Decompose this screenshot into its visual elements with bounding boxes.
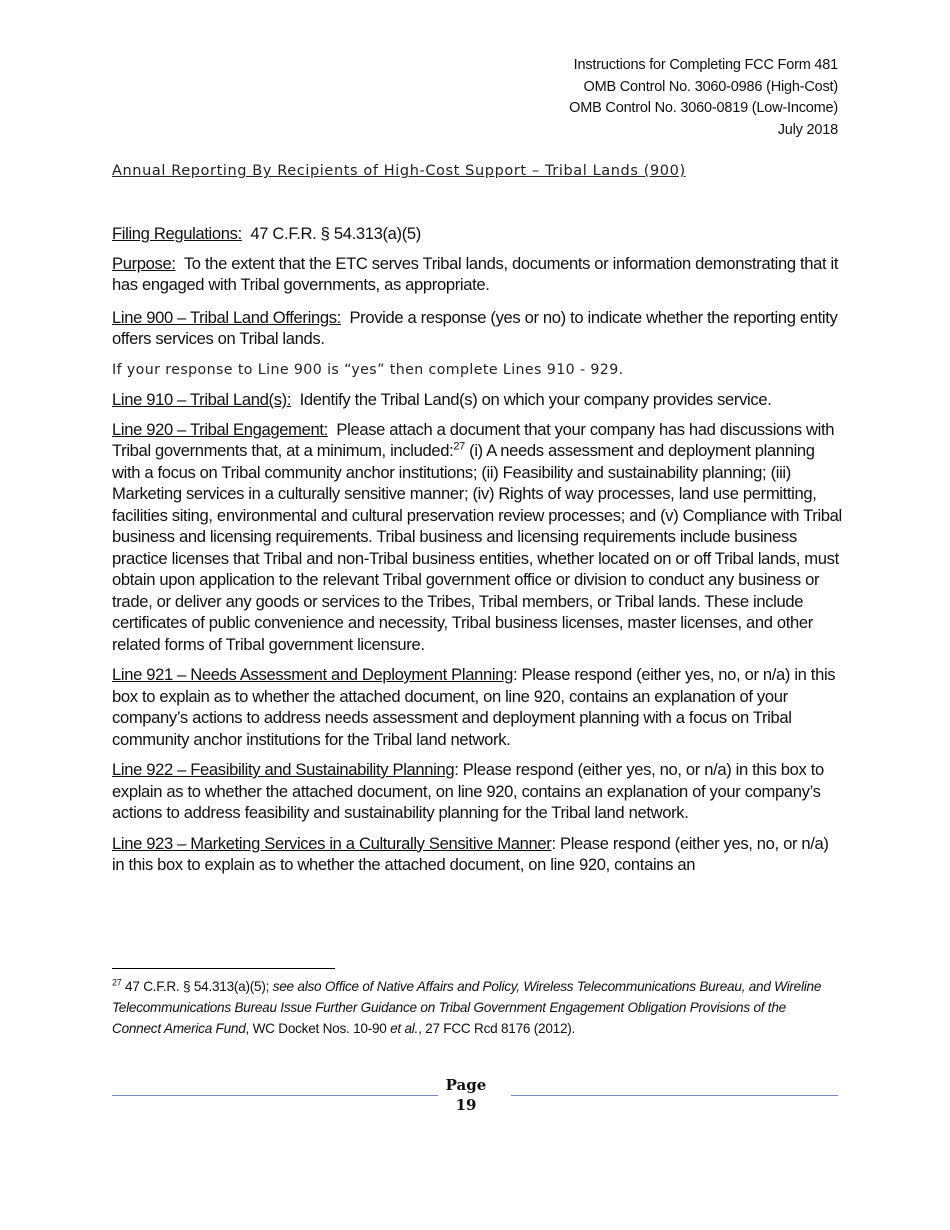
page-number-value: 19 bbox=[455, 1096, 477, 1114]
document-header bbox=[569, 55, 838, 141]
footnote-italic-title: see also Office of Native Affairs and Policy, Wireless Telecommunications Bureau, and Wireline Telecommunications Bureau Issue Further Guidance on Tribal Government Engagement Obligation Provisions of the Connect America Fund bbox=[112, 979, 822, 1036]
line-923-text: : Please respond (either yes, no, or n/a) in this box to explain as to whether the attached document, on line 920, contains an bbox=[112, 833, 829, 874]
purpose-text: To the extent that the ETC serves Tribal lands, documents or information demonstrating that it has engaged with Tribal governments, as appropriate. bbox=[112, 253, 839, 294]
line-920-text-before: Please attach a document that your company has had discussions with Tribal governments that, at a minimum, included: bbox=[112, 419, 835, 460]
filing-text: 47 C.F.R. § 54.313(a)(5) bbox=[250, 224, 421, 243]
line-920-label: Line 920 – Tribal Engagement: bbox=[112, 419, 328, 439]
header-omb-low-income: OMB Control No. 3060-0819 (Low-Income) bbox=[569, 100, 838, 116]
instruction bbox=[112, 358, 842, 382]
header-date: July 2018 bbox=[777, 121, 838, 138]
line-922 bbox=[112, 759, 842, 824]
line-900 bbox=[112, 307, 842, 350]
line-910-text: Identify the Tribal Land(s) on which your company provides service. bbox=[299, 390, 772, 409]
footnote-number: 27 bbox=[112, 977, 122, 988]
line-923 bbox=[112, 833, 842, 876]
page-label: Page bbox=[445, 1076, 487, 1094]
line-922-text: : Please respond (either yes, no, or n/a) in this box to explain as to whether the attached document, on line 920, contains an explanation of your company’s actions to address feasibility and sustainability planning for the Tribal land network. bbox=[112, 760, 824, 822]
line-921 bbox=[112, 664, 842, 750]
page-number bbox=[438, 1075, 494, 1115]
footer-rule-right bbox=[511, 1095, 838, 1096]
line-900-label: Line 900 – Tribal Land Offerings: bbox=[112, 307, 341, 327]
line-910 bbox=[112, 389, 842, 411]
footer-rule-left bbox=[112, 1095, 438, 1096]
line-920-text-after: (i) A needs assessment and deployment planning with a focus on Tribal community anchor institutions; (ii) Feasibility and sustainability planning; (iii) Marketing services in a culturally sensitive manner; (iv) Rights of way processes, land use permitting, facilities siting, environmental and cultural preservation review processes; and (v) Compliance with Tribal business and licensing requirements. Tribal business and licensing requirements include business practice licenses that Tribal and non-Tribal business entities, whether located on or off Tribal lands, must obtain upon application to the relevant Tribal government office or division to conduct any business or trade, or deliver any goods or services to the Tribes, Tribal members, or Tribal lands. These include certificates of public convenience and necessity, Tribal business licenses, master licenses, and other related forms of Tribal government licensure. bbox=[112, 441, 842, 654]
footnote-reporter: , 27 FCC Rcd 8176 (2012). bbox=[418, 1021, 576, 1036]
footnote-divider bbox=[112, 968, 335, 969]
line-921-text: : Please respond (either yes, no, or n/a) in this box to explain as to whether the attached document, on line 920, contains an explanation of your company’s actions to address needs assessment and deployment planning with a focus on Tribal community anchor institutions for the Tribal land network. bbox=[112, 665, 836, 749]
line-923-label: Line 923 – Marketing Services in a Culturally Sensitive Manner bbox=[112, 833, 552, 853]
header-omb-high-cost: OMB Control No. 3060-0986 (High-Cost) bbox=[583, 78, 838, 95]
footnote-cite: 47 C.F.R. § 54.313(a)(5); bbox=[125, 979, 270, 994]
section-title: Annual Reporting By Recipients of High-Cost Support – Tribal Lands (900) bbox=[112, 163, 686, 179]
footnote-et-al: et al. bbox=[390, 1021, 419, 1036]
footnote-reference[interactable]: 27 bbox=[453, 440, 465, 453]
line-900-text: Provide a response (yes or no) to indicate whether the reporting entity offers services on Tribal lands. bbox=[112, 307, 838, 348]
purpose-label: Purpose: bbox=[112, 253, 176, 273]
instruction-text: If your response to Line 900 is “yes” then complete Lines 910 - 929. bbox=[112, 361, 624, 378]
footnote-docket: , WC Docket Nos. 10-90 bbox=[245, 1021, 387, 1036]
filing-label: Filing Regulations: bbox=[112, 224, 242, 243]
document-body bbox=[112, 223, 842, 885]
footnote bbox=[112, 976, 837, 1039]
purpose bbox=[112, 253, 842, 296]
line-910-label: Line 910 – Tribal Land(s): bbox=[112, 390, 292, 409]
filing-regulations bbox=[112, 223, 842, 245]
line-922-label: Line 922 – Feasibility and Sustainability Planning bbox=[112, 760, 455, 779]
line-920 bbox=[112, 419, 842, 656]
header-form-title: Instructions for Completing FCC Form 481 bbox=[573, 57, 838, 73]
line-921-label: Line 921 – Needs Assessment and Deployment Planning bbox=[112, 665, 513, 684]
